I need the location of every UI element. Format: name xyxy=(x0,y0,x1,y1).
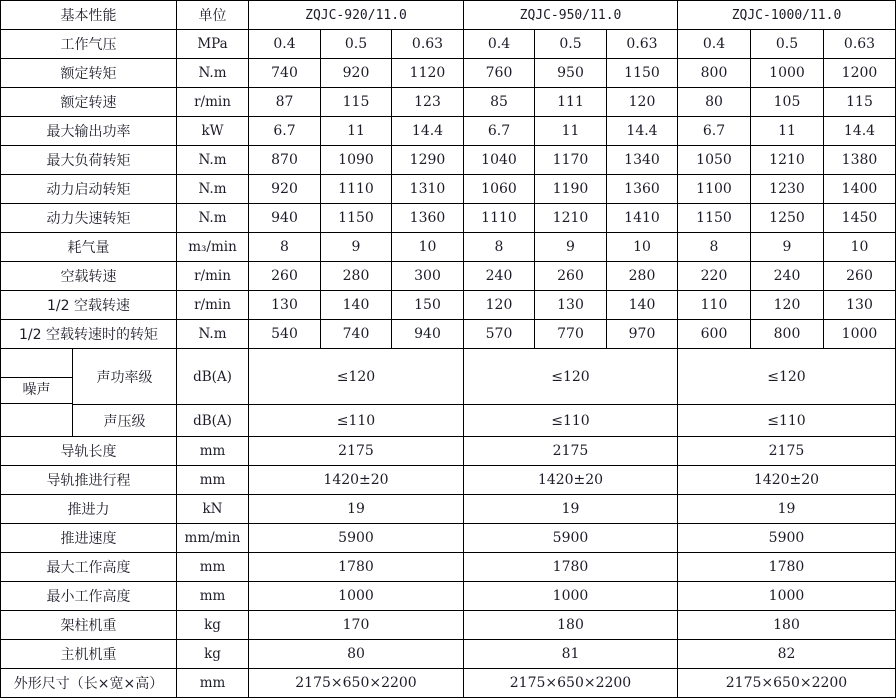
value-cell: 6.7 xyxy=(678,117,751,146)
value-cell: 1290 xyxy=(392,146,464,175)
table-row-feed-force xyxy=(1,495,896,524)
value-cell: 5900 xyxy=(464,524,678,553)
value-cell: 1000 xyxy=(678,582,896,611)
row-label: 主机机重 xyxy=(1,640,177,669)
table-row-column-frame-weight xyxy=(1,611,896,640)
value-cell: 1780 xyxy=(678,553,896,582)
table-row-half-noload-speed xyxy=(1,291,896,320)
value-cell: 1110 xyxy=(464,204,535,233)
value-cell: 1000 xyxy=(464,582,678,611)
value-cell: 300 xyxy=(392,262,464,291)
value-cell: 105 xyxy=(751,88,824,117)
noise-empty-cell xyxy=(1,349,72,378)
value-cell: 1120 xyxy=(392,59,464,88)
table-row-sound-power-level xyxy=(1,349,896,405)
row-label: 动力启动转矩 xyxy=(1,175,177,204)
value-cell: 170 xyxy=(249,611,464,640)
table-row-rail-feed-stroke xyxy=(1,466,896,495)
value-cell: 10 xyxy=(392,233,464,262)
value-cell: 280 xyxy=(321,262,392,291)
value-cell: 0.63 xyxy=(607,30,678,59)
row-unit: N.m xyxy=(177,175,249,204)
row-label: 外形尺寸（长×宽×高） xyxy=(1,669,177,698)
row-unit: N.m xyxy=(177,59,249,88)
value-cell: 540 xyxy=(249,320,321,349)
row-label: 最大工作高度 xyxy=(1,553,177,582)
value-cell: 1360 xyxy=(607,175,678,204)
value-cell: 1060 xyxy=(464,175,535,204)
value-cell: 260 xyxy=(824,262,896,291)
row-label: 空载转速 xyxy=(1,262,177,291)
noise-group-cell xyxy=(1,349,73,437)
value-cell: 220 xyxy=(678,262,751,291)
value-cell: 940 xyxy=(249,204,321,233)
value-cell: 8 xyxy=(678,233,751,262)
value-cell: 1360 xyxy=(392,204,464,233)
value-cell: 2175 xyxy=(249,437,464,466)
value-cell: 11 xyxy=(321,117,392,146)
value-cell: 14.4 xyxy=(392,117,464,146)
row-unit: r/min xyxy=(177,88,249,117)
table-row-max-load-torque xyxy=(1,146,896,175)
row-unit: dB(A) xyxy=(177,349,249,405)
value-cell: 140 xyxy=(607,291,678,320)
value-cell: 11 xyxy=(751,117,824,146)
value-cell: 130 xyxy=(249,291,321,320)
value-cell: 2175×650×2200 xyxy=(249,669,464,698)
value-cell: 1780 xyxy=(464,553,678,582)
row-label: 导轨推进行程 xyxy=(1,466,177,495)
value-cell: 14.4 xyxy=(607,117,678,146)
row-unit: kg xyxy=(177,611,249,640)
value-cell: 1210 xyxy=(535,204,607,233)
value-cell: 1190 xyxy=(535,175,607,204)
value-cell: 1100 xyxy=(678,175,751,204)
value-cell: 1780 xyxy=(249,553,464,582)
value-cell: 260 xyxy=(535,262,607,291)
value-cell: 1170 xyxy=(535,146,607,175)
value-cell: 6.7 xyxy=(464,117,535,146)
row-label: 额定转矩 xyxy=(1,59,177,88)
row-label: 额定转速 xyxy=(1,88,177,117)
value-cell: 950 xyxy=(535,59,607,88)
value-cell: 2175×650×2200 xyxy=(464,669,678,698)
row-unit: m₃/min xyxy=(177,233,249,262)
value-cell: 120 xyxy=(751,291,824,320)
value-cell: 1420±20 xyxy=(678,466,896,495)
value-cell: 10 xyxy=(607,233,678,262)
row-unit: N.m xyxy=(177,204,249,233)
value-cell: 1420±20 xyxy=(464,466,678,495)
value-cell: 240 xyxy=(751,262,824,291)
header-model-zqjc1000: ZQJC-1000/11.0 xyxy=(678,1,896,30)
row-label: 动力失速转矩 xyxy=(1,204,177,233)
value-cell: 140 xyxy=(321,291,392,320)
value-cell: 1230 xyxy=(751,175,824,204)
value-cell: 5900 xyxy=(678,524,896,553)
value-cell: 570 xyxy=(464,320,535,349)
value-cell: 800 xyxy=(751,320,824,349)
value-cell: 1410 xyxy=(607,204,678,233)
value-cell: 0.4 xyxy=(464,30,535,59)
value-cell: 1040 xyxy=(464,146,535,175)
value-cell: 150 xyxy=(392,291,464,320)
header-model-zqjc950: ZQJC-950/11.0 xyxy=(464,1,678,30)
value-cell: 1050 xyxy=(678,146,751,175)
value-cell: 10 xyxy=(824,233,896,262)
value-cell: 5900 xyxy=(249,524,464,553)
row-label: 耗气量 xyxy=(1,233,177,262)
value-cell: 760 xyxy=(464,59,535,88)
row-unit: mm xyxy=(177,553,249,582)
value-cell: 180 xyxy=(464,611,678,640)
row-unit: mm xyxy=(177,582,249,611)
value-cell: 110 xyxy=(678,291,751,320)
value-cell: 1420±20 xyxy=(249,466,464,495)
header-row xyxy=(1,1,896,30)
row-unit: mm xyxy=(177,466,249,495)
row-unit: kN xyxy=(177,495,249,524)
value-cell: 11 xyxy=(535,117,607,146)
value-cell: 6.7 xyxy=(249,117,321,146)
table-row-noload-speed xyxy=(1,262,896,291)
row-unit: mm/min xyxy=(177,524,249,553)
row-unit: mm xyxy=(177,437,249,466)
value-cell: 260 xyxy=(249,262,321,291)
table-row-overall-dimensions xyxy=(1,669,896,698)
row-label: 最小工作高度 xyxy=(1,582,177,611)
value-cell: 1250 xyxy=(751,204,824,233)
row-label: 导轨长度 xyxy=(1,437,177,466)
value-cell: 87 xyxy=(249,88,321,117)
value-cell: 940 xyxy=(392,320,464,349)
value-cell: 19 xyxy=(249,495,464,524)
value-cell: 0.5 xyxy=(321,30,392,59)
value-cell: 2175 xyxy=(464,437,678,466)
value-cell: 0.4 xyxy=(678,30,751,59)
value-cell: 8 xyxy=(249,233,321,262)
table-row-feed-speed xyxy=(1,524,896,553)
value-cell: 9 xyxy=(321,233,392,262)
table-row-power-start-torque xyxy=(1,175,896,204)
row-unit: N.m xyxy=(177,146,249,175)
value-cell: 600 xyxy=(678,320,751,349)
value-cell: 1110 xyxy=(321,175,392,204)
value-cell: 920 xyxy=(321,59,392,88)
value-cell: 1150 xyxy=(321,204,392,233)
value-cell: 0.63 xyxy=(392,30,464,59)
value-cell: 9 xyxy=(535,233,607,262)
row-label: 推进速度 xyxy=(1,524,177,553)
value-cell: 1200 xyxy=(824,59,896,88)
value-cell: 870 xyxy=(249,146,321,175)
value-cell: 800 xyxy=(678,59,751,88)
header-perf: 基本性能 xyxy=(1,1,177,30)
value-cell: ≤110 xyxy=(249,405,464,437)
value-cell: 280 xyxy=(607,262,678,291)
row-unit: mm xyxy=(177,669,249,698)
value-cell: 123 xyxy=(392,88,464,117)
value-cell: 1340 xyxy=(607,146,678,175)
value-cell: 19 xyxy=(678,495,896,524)
table-row-working-pressure xyxy=(1,30,896,59)
value-cell: 920 xyxy=(249,175,321,204)
row-label: 架柱机重 xyxy=(1,611,177,640)
value-cell: ≤120 xyxy=(249,349,464,405)
value-cell: 1310 xyxy=(392,175,464,204)
row-label: 声功率级 xyxy=(73,349,177,405)
value-cell: 120 xyxy=(464,291,535,320)
value-cell: 970 xyxy=(607,320,678,349)
value-cell: 9 xyxy=(751,233,824,262)
value-cell: 8 xyxy=(464,233,535,262)
value-cell: ≤120 xyxy=(678,349,896,405)
value-cell: 1000 xyxy=(824,320,896,349)
row-label: 1/2 空载转速时的转矩 xyxy=(1,320,177,349)
row-label: 最大输出功率 xyxy=(1,117,177,146)
value-cell: 130 xyxy=(535,291,607,320)
value-cell: 770 xyxy=(535,320,607,349)
value-cell: 2175×650×2200 xyxy=(678,669,896,698)
table-row-max-output-power xyxy=(1,117,896,146)
value-cell: 180 xyxy=(678,611,896,640)
row-unit: r/min xyxy=(177,262,249,291)
value-cell: ≤110 xyxy=(464,405,678,437)
table-row-main-machine-weight xyxy=(1,640,896,669)
value-cell: 0.4 xyxy=(249,30,321,59)
value-cell: 1150 xyxy=(678,204,751,233)
value-cell: 115 xyxy=(321,88,392,117)
table-row-air-consumption xyxy=(1,233,896,262)
value-cell: 1210 xyxy=(751,146,824,175)
value-cell: 19 xyxy=(464,495,678,524)
table-row-rated-torque xyxy=(1,59,896,88)
value-cell: 1090 xyxy=(321,146,392,175)
table-row-rail-length xyxy=(1,437,896,466)
value-cell: 111 xyxy=(535,88,607,117)
value-cell: ≤110 xyxy=(678,405,896,437)
table-row-min-working-height xyxy=(1,582,896,611)
row-label: 工作气压 xyxy=(1,30,177,59)
value-cell: 14.4 xyxy=(824,117,896,146)
row-label: 最大负荷转矩 xyxy=(1,146,177,175)
value-cell: ≤120 xyxy=(464,349,678,405)
noise-group-label: 噪声 xyxy=(1,378,72,404)
table-row-rated-speed xyxy=(1,88,896,117)
value-cell: 80 xyxy=(249,640,464,669)
value-cell: 0.5 xyxy=(535,30,607,59)
row-label: 1/2 空载转速 xyxy=(1,291,177,320)
value-cell: 82 xyxy=(678,640,896,669)
value-cell: 130 xyxy=(824,291,896,320)
table-row-power-stall-torque xyxy=(1,204,896,233)
table-row-max-working-height xyxy=(1,553,896,582)
value-cell: 80 xyxy=(678,88,751,117)
row-unit: N.m xyxy=(177,320,249,349)
value-cell: 240 xyxy=(464,262,535,291)
header-model-zqjc920: ZQJC-920/11.0 xyxy=(249,1,464,30)
value-cell: 2175 xyxy=(678,437,896,466)
table-row-sound-pressure-level xyxy=(1,405,896,437)
value-cell: 1400 xyxy=(824,175,896,204)
row-unit: kW xyxy=(177,117,249,146)
value-cell: 1380 xyxy=(824,146,896,175)
value-cell: 120 xyxy=(607,88,678,117)
row-label: 声压级 xyxy=(73,405,177,437)
row-label: 推进力 xyxy=(1,495,177,524)
value-cell: 1000 xyxy=(751,59,824,88)
table-row-half-noload-torque xyxy=(1,320,896,349)
value-cell: 1450 xyxy=(824,204,896,233)
row-unit: MPa xyxy=(177,30,249,59)
value-cell: 0.63 xyxy=(824,30,896,59)
row-unit: kg xyxy=(177,640,249,669)
value-cell: 85 xyxy=(464,88,535,117)
row-unit: dB(A) xyxy=(177,405,249,437)
value-cell: 0.5 xyxy=(751,30,824,59)
value-cell: 740 xyxy=(249,59,321,88)
value-cell: 1000 xyxy=(249,582,464,611)
header-unit: 单位 xyxy=(177,1,249,30)
value-cell: 1150 xyxy=(607,59,678,88)
value-cell: 740 xyxy=(321,320,392,349)
value-cell: 115 xyxy=(824,88,896,117)
row-unit: r/min xyxy=(177,291,249,320)
value-cell: 81 xyxy=(464,640,678,669)
